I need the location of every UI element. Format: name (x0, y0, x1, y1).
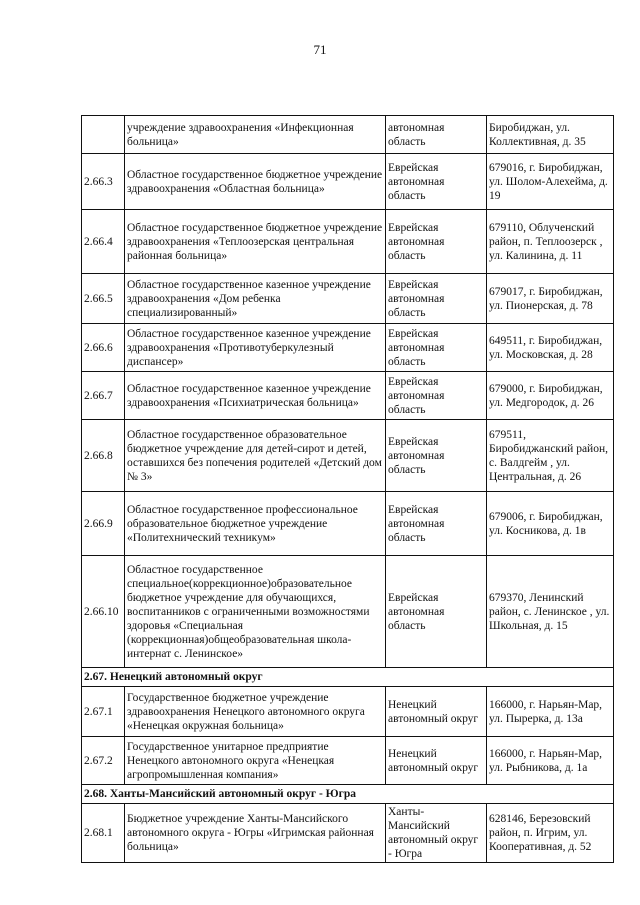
table-row (82, 116, 614, 154)
region-name: Ненецкий автономный округ (386, 737, 487, 785)
organization-address: 649511, г. Биробиджан, ул. Московская, д. 28 (487, 324, 614, 372)
organization-address: 679016, г. Биробиджан, ул. Шолом-Алехейма, д. 19 (487, 154, 614, 210)
row-number: 2.66.7 (82, 372, 125, 420)
table-row (82, 737, 614, 785)
organization-name: Областное государственное бюджетное учреждение здравоохранения «Теплоозерская центральная районная больница» (125, 210, 386, 274)
section-title: 2.67. Ненецкий автономный округ (82, 668, 614, 687)
row-number: 2.66.10 (82, 556, 125, 668)
organization-name: Областное государственное бюджетное учреждение здравоохранения «Областная больница» (125, 154, 386, 210)
table-row (82, 804, 614, 863)
table-row (82, 556, 614, 668)
table-row (82, 154, 614, 210)
row-number: 2.66.3 (82, 154, 125, 210)
row-number: 2.66.9 (82, 492, 125, 556)
row-number: 2.68.1 (82, 804, 125, 863)
region-name: Еврейская автономная область (386, 556, 487, 668)
row-number: 2.66.4 (82, 210, 125, 274)
row-number: 2.67.1 (82, 687, 125, 737)
region-name: Еврейская автономная область (386, 274, 487, 324)
table-body (82, 116, 614, 863)
organization-name: Бюджетное учреждение Ханты-Мансийского автономного округа - Югры «Игримская районная больница» (125, 804, 386, 863)
organizations-table (81, 115, 614, 863)
organization-name: Государственное бюджетное учреждение здравоохранения Ненецкого автономного округа «Ненецкая окружная больница» (125, 687, 386, 737)
row-number: 2.66.8 (82, 420, 125, 492)
section-header-row (82, 785, 614, 804)
table-row (82, 274, 614, 324)
region-name: Еврейская автономная область (386, 210, 487, 274)
row-number (82, 116, 125, 154)
organization-address: 679511, Биробиджанский район, с. Валдгейм , ул. Центральная, д. 26 (487, 420, 614, 492)
page-number: 71 (313, 42, 327, 57)
table-row (82, 492, 614, 556)
region-name: Еврейская автономная область (386, 372, 487, 420)
organization-address: 166000, г. Нарьян-Мар, ул. Рыбникова, д. 1а (487, 737, 614, 785)
region-name: Еврейская автономная область (386, 492, 487, 556)
section-title: 2.68. Ханты-Мансийский автономный округ - Югра (82, 785, 614, 804)
organization-name: Областное государственное казенное учреждение здравоохранения «Дом ребенка специализированный» (125, 274, 386, 324)
region-name: Еврейская автономная область (386, 154, 487, 210)
table-row (82, 324, 614, 372)
organization-address: 679017, г. Биробиджан, ул. Пионерская, д. 78 (487, 274, 614, 324)
organization-name: Государственное унитарное предприятие Ненецкого автономного округа «Ненецкая агропромышленная компания» (125, 737, 386, 785)
table-row (82, 420, 614, 492)
organization-address: 679370, Ленинский район, с. Ленинское , ул. Школьная, д. 15 (487, 556, 614, 668)
organization-name: Областное государственное профессиональное образовательное бюджетное учреждение «Политехнический техникум» (125, 492, 386, 556)
organization-address: 679006, г. Биробиджан, ул. Косникова, д. 1в (487, 492, 614, 556)
row-number: 2.66.5 (82, 274, 125, 324)
organization-address: 679000, г. Биробиджан, ул. Медгородок, д. 26 (487, 372, 614, 420)
organization-name: учреждение здравоохранения «Инфекционная больница» (125, 116, 386, 154)
organization-name: Областное государственное образовательное бюджетное учреждение для детей-сирот и детей, оставшихся без попечения родителей «Детский дом № 3» (125, 420, 386, 492)
row-number: 2.67.2 (82, 737, 125, 785)
organization-address: 679110, Облученский район, п. Теплоозерск , ул. Калинина, д. 11 (487, 210, 614, 274)
region-name: автономная область (386, 116, 487, 154)
organization-name: Областное государственное казенное учреждение здравоохранения «Психиатрическая больница» (125, 372, 386, 420)
table-row (82, 210, 614, 274)
table-row (82, 687, 614, 737)
section-header-row (82, 668, 614, 687)
organization-name: Областное государственное казенное учреждение здравоохранения «Противотуберкулезный диспансер» (125, 324, 386, 372)
organization-address: 628146, Березовский район, п. Игрим, ул. Кооперативная, д. 52 (487, 804, 614, 863)
region-name: Еврейская автономная область (386, 324, 487, 372)
region-name: Еврейская автономная область (386, 420, 487, 492)
region-name: Ненецкий автономный округ (386, 687, 487, 737)
organization-name: Областное государственное специальное(коррекционное)образовательное бюджетное учреждение для обучающихся, воспитанников с ограниченными возможностями здоровья «Специальная (коррекционная)общеобразовательная школа-интернат с. Ленинское» (125, 556, 386, 668)
region-name: Ханты-Мансийский автономный округ - Югра (386, 804, 487, 863)
organization-address: Биробиджан, ул. Коллективная, д. 35 (487, 116, 614, 154)
table-row (82, 372, 614, 420)
organization-address: 166000, г. Нарьян-Мар, ул. Пырерка, д. 13а (487, 687, 614, 737)
row-number: 2.66.6 (82, 324, 125, 372)
